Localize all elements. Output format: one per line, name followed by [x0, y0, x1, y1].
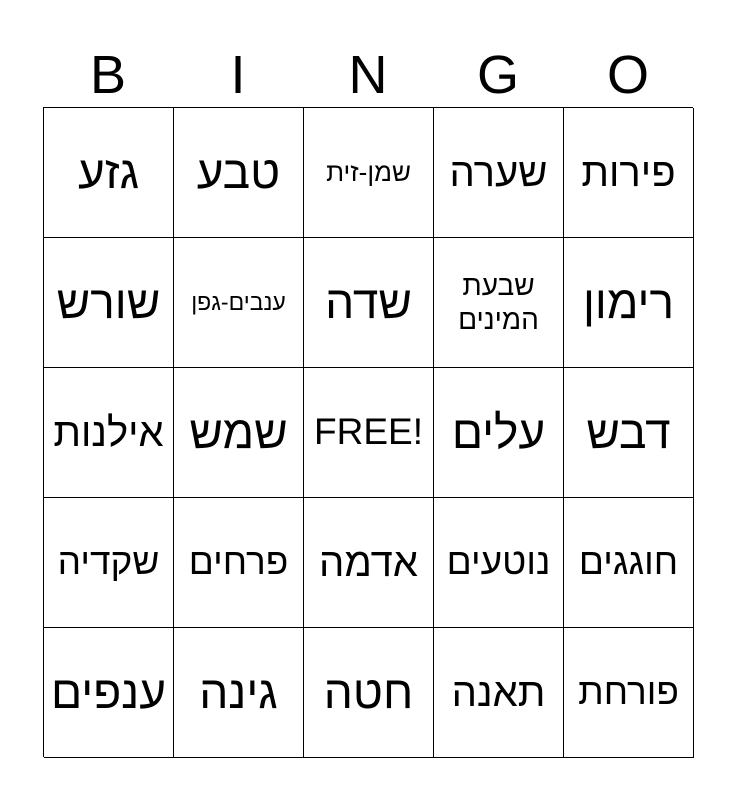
- bingo-cell: חוגגים: [564, 498, 694, 628]
- free-space-cell: FREE!: [304, 368, 434, 498]
- bingo-cell: פרחים: [174, 498, 304, 628]
- bingo-cell: שקדיה: [44, 498, 174, 628]
- header-letter-o: O: [606, 45, 649, 105]
- header-letter-b: B: [89, 45, 127, 105]
- bingo-cell: שמן-זית: [304, 108, 434, 238]
- bingo-cell: אדמה: [304, 498, 434, 628]
- bingo-cell: תאנה: [434, 628, 564, 758]
- bingo-cell: פירות: [564, 108, 694, 238]
- bingo-cell: גינה: [174, 628, 304, 758]
- bingo-cell: שערה: [434, 108, 564, 238]
- bingo-cell: ענפים: [44, 628, 174, 758]
- bingo-cell: דבש: [564, 368, 694, 498]
- bingo-cell: גזע: [44, 108, 174, 238]
- bingo-cell: שורש: [44, 238, 174, 368]
- header-letter-i: I: [230, 45, 246, 105]
- bingo-cell: שבעת המינים: [434, 238, 564, 368]
- header-letter-g: G: [476, 45, 519, 105]
- bingo-cell: רימון: [564, 238, 694, 368]
- bingo-cell: שדה: [304, 238, 434, 368]
- bingo-cell: ענבים-גפן: [174, 238, 304, 368]
- bingo-cell: טבע: [174, 108, 304, 238]
- bingo-cell: פורחת: [564, 628, 694, 758]
- bingo-cell: אילנות: [44, 368, 174, 498]
- bingo-cell: נוטעים: [434, 498, 564, 628]
- bingo-cell: שמש: [174, 368, 304, 498]
- header-letter-n: N: [348, 45, 388, 105]
- bingo-header: [43, 42, 693, 108]
- bingo-board: [43, 107, 693, 757]
- bingo-cell: עלים: [434, 368, 564, 498]
- bingo-cell: חטה: [304, 628, 434, 758]
